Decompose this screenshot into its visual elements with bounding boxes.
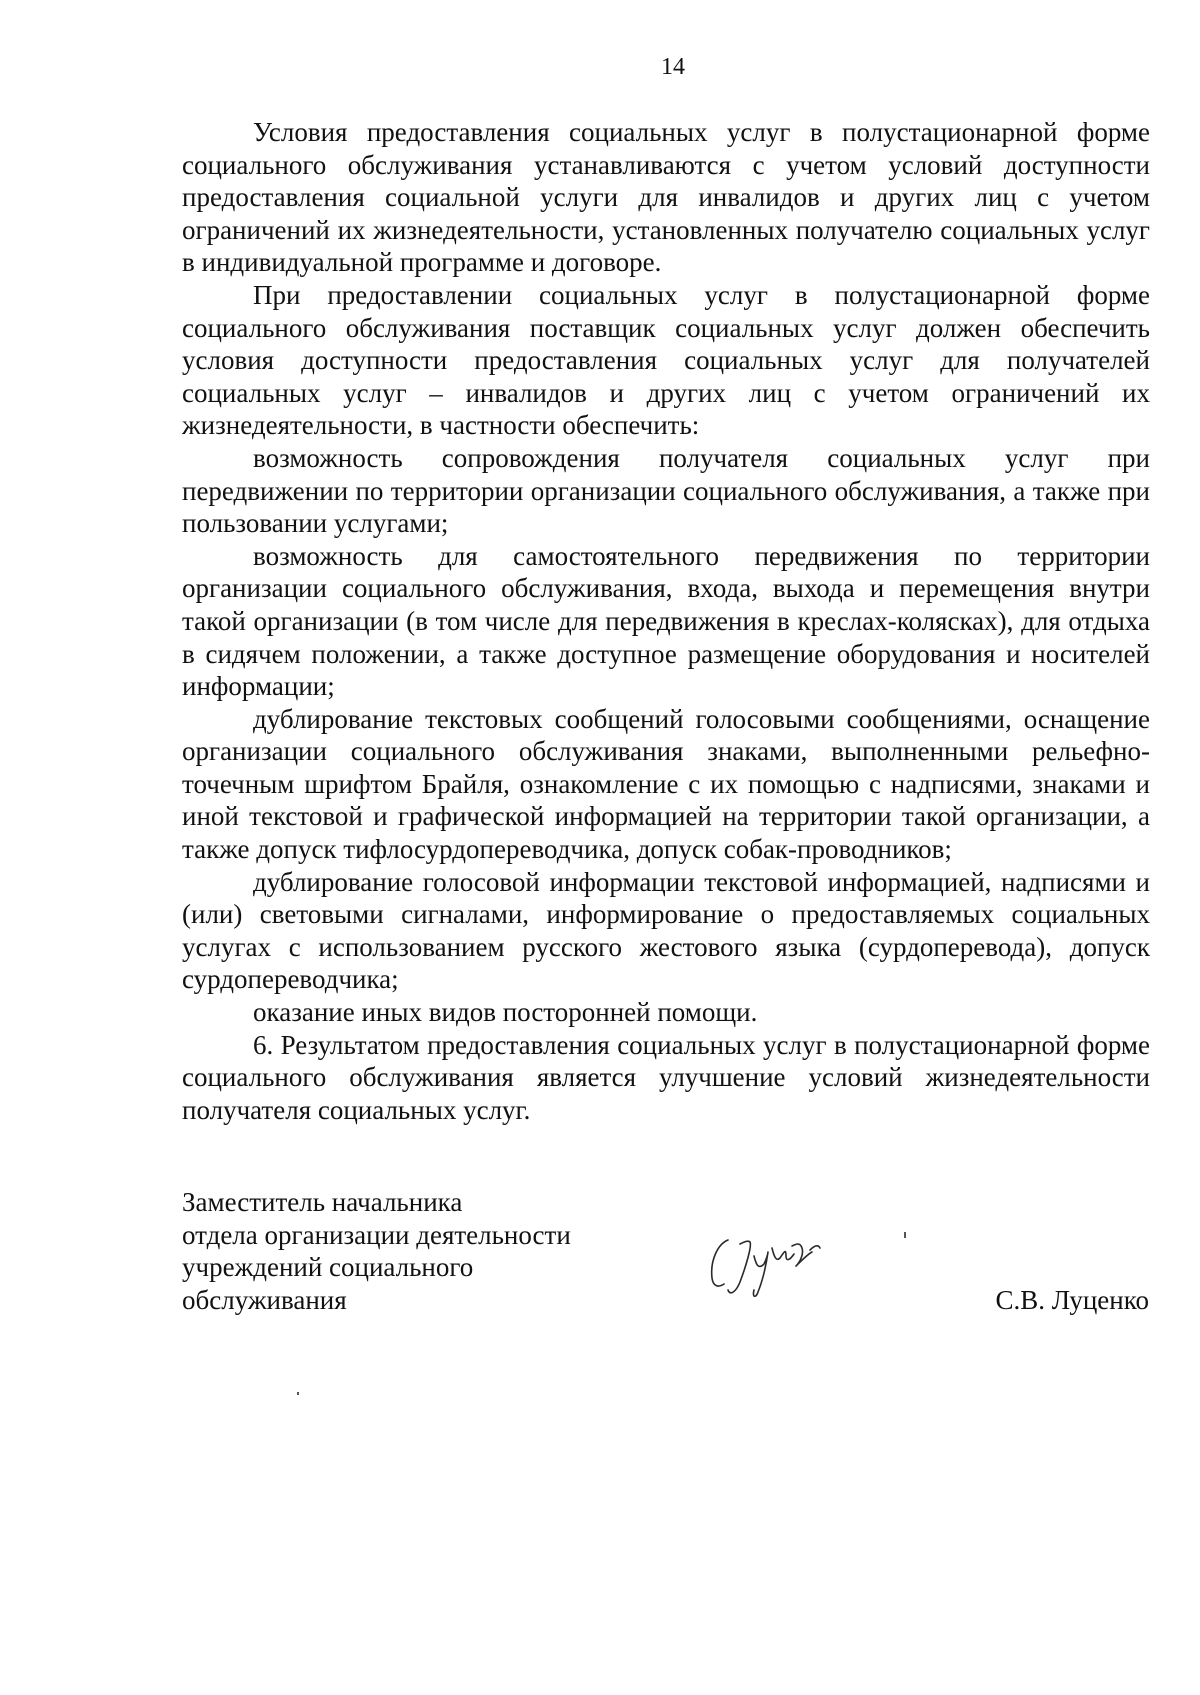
paragraph-text-duplication: дублирование текстовых сообщений голосовыми сообщениями, оснащение организации социального обслуживания знаками, выполненными рельефно-точечным шрифтом Брайля, ознакомление с их помощью с надписями, знаками и иной текстовой и графической информацией на территории такой организации, а также допуск тифлосурдопереводчика, допуск собак-проводников;: [182, 703, 1150, 865]
page-number: 14: [661, 54, 685, 80]
signer-position-line: Заместитель начальника: [182, 1187, 463, 1217]
paragraph-conditions: Условия предоставления социальных услуг в полустационарной форме социального обслуживания устанавливаются с учетом условий доступности предоставления социальной услуги для инвалидов и других лиц с учетом ограничений их жизнедеятельности, установленных получателю социальных услуг в индивидуальной программе и договоре.: [182, 117, 1150, 278]
paragraph-provider-obligations: При предоставлении социальных услуг в полустационарной форме социального обслуживания поставщик социальных услуг должен обеспечить условия доступности предоставления социальных услуг для получателей социальных услуг – инвалидов и других лиц с учетом ограничений их жизнедеятельности, в частности обеспечить:: [182, 279, 1150, 441]
scan-speck: [904, 1232, 906, 1238]
signer-position: [182, 1186, 571, 1316]
paragraph-result: 6. Результатом предоставления социальных услуг в полустационарной форме социального обслуживания является улучшение условий жизнедеятельности получателя социальных услуг.: [182, 1029, 1150, 1125]
paragraph-independent-movement: возможность для самостоятельного передвижения по территории организации социального обслуживания, входа, выхода и перемещения внутри такой организации (в том числе для передвижения в креслах-колясках), для отдыха в сидячем положении, а также доступное размещение оборудования и носителей информации;: [182, 540, 1150, 702]
signer-name: С.В. Луценко: [995, 1285, 1149, 1315]
paragraph-voice-duplication: дублирование голосовой информации текстовой информацией, надписями и (или) световыми сигналами, информирование о предоставляемых социальных услугах с использованием русского жестового языка (сурдоперевода), допуск сурдопереводчика;: [182, 866, 1150, 995]
signer-position-line: отдела организации деятельности: [182, 1219, 571, 1250]
handwritten-signature: [700, 1226, 860, 1306]
signer-position-line: учреждений социального: [182, 1252, 474, 1283]
paragraph-other-assistance: оказание иных видов посторонней помощи.: [253, 997, 758, 1028]
paragraph-escort: возможность сопровождения получателя социальных услуг при передвижении по территории организации социального обслуживания, а также при пользовании услугами;: [182, 442, 1150, 539]
signer-position-line: обслуживания: [182, 1284, 347, 1315]
document-body: [182, 116, 1150, 1126]
scan-speck: [297, 1392, 299, 1395]
